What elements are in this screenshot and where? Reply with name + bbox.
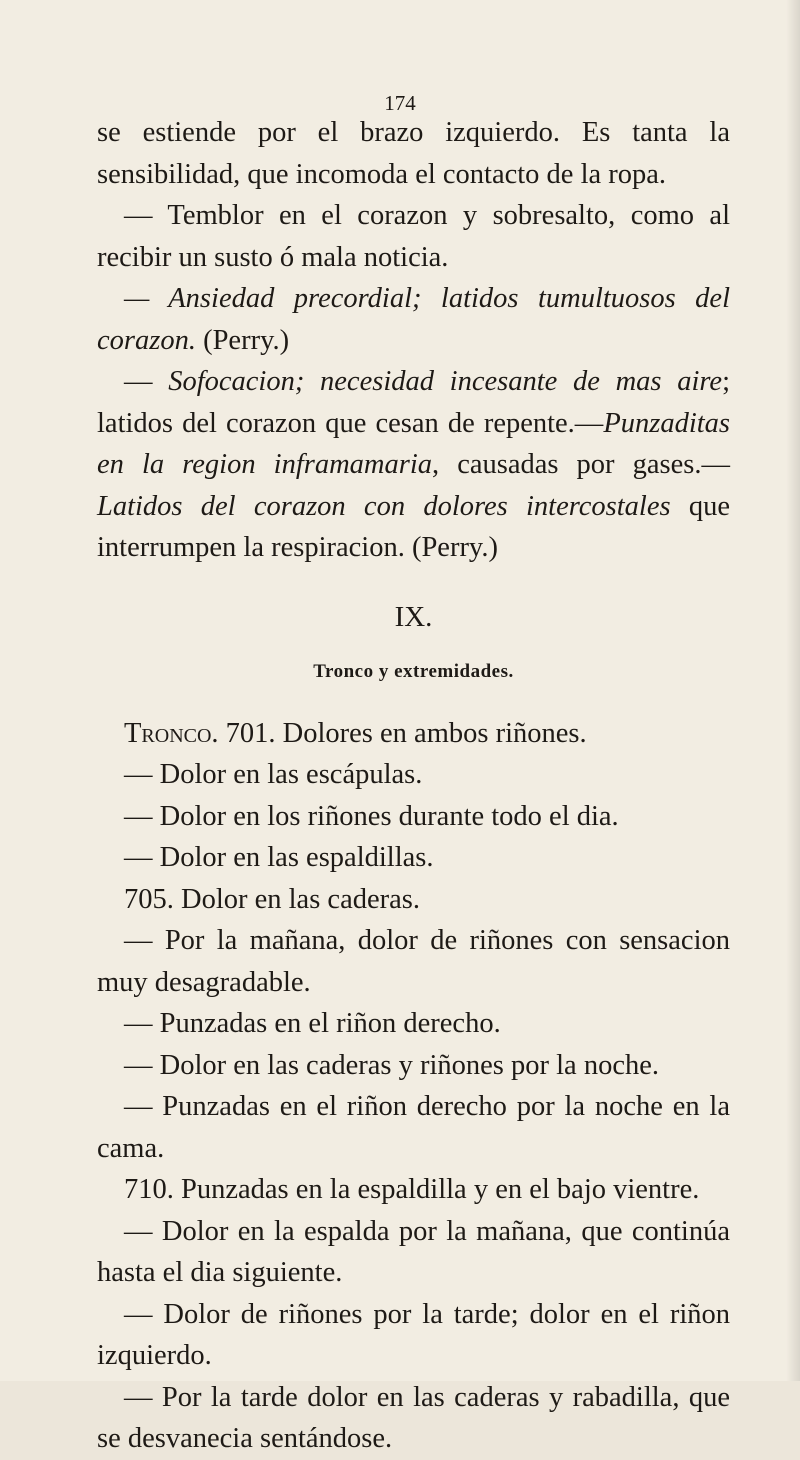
paragraph: — Sofocacion; necesidad incesante de mas aire; latidos del corazon que cesan de repente.—Punzaditas en la region inframamaria, causadas por gases.—Latidos del corazon con dolores intercostales que interrumpen la respiracion. (Perry.) bbox=[97, 366, 731, 563]
paragraph: se estiende por el brazo izquierdo. Es tanta la sensibilidad, que incomoda el contacto de la ropa. bbox=[97, 117, 730, 190]
page-number: 174 bbox=[384, 91, 416, 115]
list-item: — Punzadas en el riñon derecho. bbox=[124, 1008, 501, 1039]
list-item: — Dolor en las escápulas. bbox=[124, 759, 423, 790]
list-item: — Punzadas en el riñon derecho por la noche en la cama. bbox=[97, 1091, 730, 1164]
section-title: Tronco y extremidades. bbox=[313, 660, 514, 682]
list-item: — Dolor en las caderas y riñones por la noche. bbox=[124, 1049, 659, 1081]
list-item: — Dolor en los riñones durante todo el dia. bbox=[124, 800, 619, 832]
text-block-top bbox=[97, 112, 730, 569]
entries-list bbox=[97, 713, 730, 1460]
list-item: — Por la tarde dolor en las caderas y rabadilla, que se desvanecia sentándose. bbox=[97, 1381, 730, 1454]
list-item: — Dolor en la espalda por la mañana, que continúa hasta el dia siguiente. bbox=[97, 1215, 730, 1288]
section-number: IX. bbox=[394, 600, 433, 633]
list-item: — Dolor en las espaldillas. bbox=[124, 842, 434, 873]
list-item: 705. Dolor en las caderas. bbox=[124, 883, 420, 915]
list-item: — Por la mañana, dolor de riñones con sensacion muy desagradable. bbox=[97, 925, 730, 998]
list-item: 710. Punzadas en la espaldilla y en el bajo vientre. bbox=[124, 1174, 700, 1205]
list-item: — Dolor de riñones por la tarde; dolor en el riñon izquierdo. bbox=[97, 1298, 730, 1371]
paragraph: — Ansiedad precordial; latidos tumultuosos del corazon. (Perry.) bbox=[97, 283, 730, 356]
paragraph: — Temblor en el corazon y sobresalto, como al recibir un susto ó mala noticia. bbox=[97, 200, 730, 273]
list-item: Tronco. 701. Dolores en ambos riñones. bbox=[124, 717, 587, 749]
